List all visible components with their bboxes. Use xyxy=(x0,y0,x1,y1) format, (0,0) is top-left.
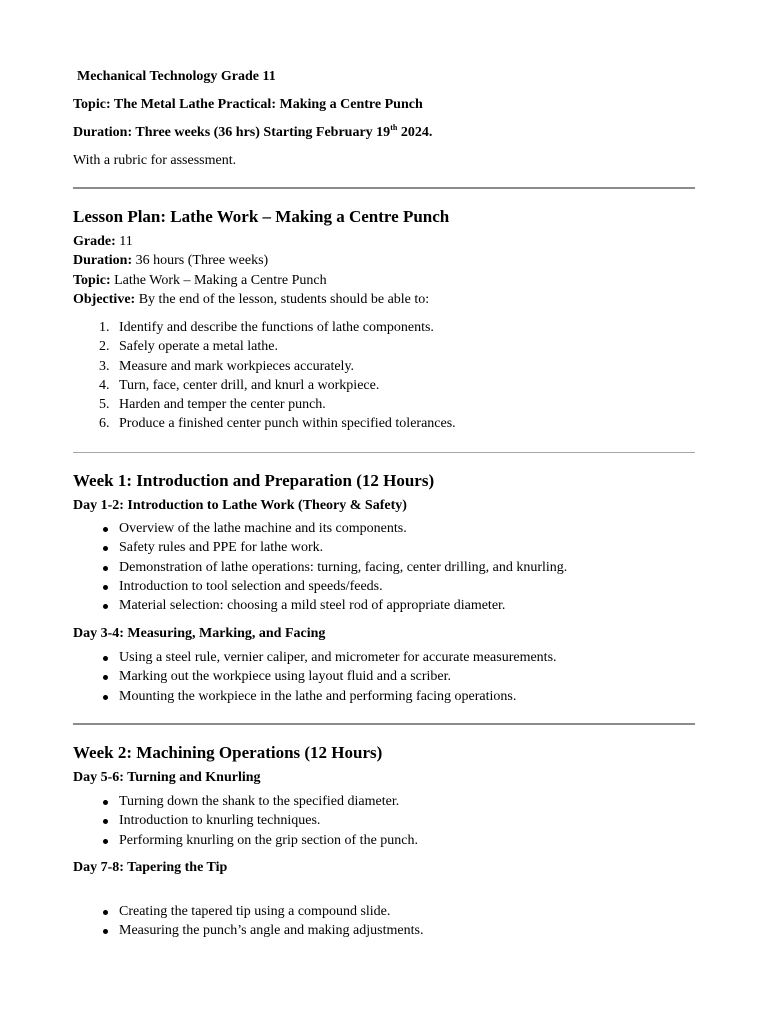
list-item-text: Measure and mark workpieces accurately. xyxy=(119,358,355,374)
list-item xyxy=(73,561,567,580)
week1-title: Week 1: Introduction and Preparation (12 Hours) xyxy=(73,471,435,490)
objective-line xyxy=(73,293,429,307)
day34-title: Day 3-4: Measuring, Marking, and Facing xyxy=(73,626,326,641)
list-item xyxy=(73,417,456,436)
list-item-text: Overview of the lathe machine and its components. xyxy=(119,521,407,536)
lesson-plan-title: Lesson Plan: Lathe Work – Making a Centre Punch xyxy=(73,207,450,226)
day34-list xyxy=(73,651,557,709)
list-item xyxy=(73,651,557,670)
bullet-icon xyxy=(103,546,108,551)
list-number: 2. xyxy=(99,339,110,355)
list-item xyxy=(73,379,456,398)
list-number: 4. xyxy=(99,377,110,393)
bullet-icon xyxy=(103,604,108,609)
week2-title: Week 2: Machining Operations (12 Hours) xyxy=(73,743,383,762)
bullet-icon xyxy=(103,527,108,532)
rubric-note: With a rubric for assessment. xyxy=(73,153,237,168)
duration-sup: th xyxy=(390,123,398,132)
list-number: 6. xyxy=(99,416,110,432)
topic-info-value: Lathe Work – Making a Centre Punch xyxy=(110,273,327,288)
duration-prefix: Duration: Three weeks (36 hrs) Starting February 19 xyxy=(73,125,391,140)
divider xyxy=(73,452,695,453)
topic-label: Topic xyxy=(73,97,106,112)
list-number: 5. xyxy=(99,397,110,413)
course-title: Mechanical Technology Grade 11 xyxy=(77,69,276,84)
day78-list xyxy=(73,905,423,944)
objective-label: Objective: xyxy=(73,292,136,307)
list-item xyxy=(73,599,567,618)
list-item-text: Harden and temper the center punch. xyxy=(119,397,326,413)
divider xyxy=(73,723,695,725)
day56-list xyxy=(73,795,418,853)
duration-info-line xyxy=(73,254,268,268)
list-item xyxy=(73,321,456,340)
list-item xyxy=(73,924,423,943)
duration-label: Duration: xyxy=(73,253,133,268)
list-item xyxy=(73,580,567,599)
list-item-text: Measuring the punch’s angle and making adjustments. xyxy=(119,923,424,939)
list-item-text: Demonstration of lathe operations: turning, facing, center drilling, and knurling. xyxy=(119,559,568,575)
objectives-list xyxy=(73,321,456,437)
list-item-text: Safety rules and PPE for lathe work. xyxy=(119,540,324,556)
list-item xyxy=(73,905,423,924)
bullet-icon xyxy=(103,566,108,571)
grade-label: Grade: xyxy=(73,234,116,249)
list-item xyxy=(73,340,456,359)
list-item-text: Identify and describe the functions of lathe components. xyxy=(119,320,434,335)
bullet-icon xyxy=(103,695,108,700)
grade-line xyxy=(73,235,133,249)
list-item-text: Safely operate a metal lathe. xyxy=(119,339,278,355)
list-item xyxy=(73,795,418,814)
list-number: 3. xyxy=(99,358,110,374)
day12-list xyxy=(73,522,567,618)
list-item-text: Introduction to knurling techniques. xyxy=(119,813,321,829)
topic-line xyxy=(73,98,423,112)
bullet-icon xyxy=(103,656,108,661)
list-item xyxy=(73,360,456,379)
bullet-icon xyxy=(103,800,108,805)
list-item xyxy=(73,690,557,709)
list-item xyxy=(73,398,456,417)
list-item-text: Produce a finished center punch within specified tolerances. xyxy=(119,416,456,432)
day12-title: Day 1-2: Introduction to Lathe Work (Theory & Safety) xyxy=(73,498,407,513)
divider xyxy=(73,187,695,189)
bullet-icon xyxy=(103,839,108,844)
topic-info-label: Topic: xyxy=(73,273,111,288)
bullet-icon xyxy=(103,929,108,934)
bullet-icon xyxy=(103,910,108,915)
list-item-text: Introduction to tool selection and speeds/feeds. xyxy=(119,578,383,594)
list-item xyxy=(73,522,567,541)
list-item-text: Creating the tapered tip using a compound slide. xyxy=(119,904,391,919)
bullet-icon xyxy=(103,675,108,680)
list-item-text: Performing knurling on the grip section of the punch. xyxy=(119,832,418,848)
list-item-text: Marking out the workpiece using layout fluid and a scriber. xyxy=(119,669,452,685)
list-item-text: Turning down the shank to the specified diameter. xyxy=(119,794,400,809)
bullet-icon xyxy=(103,819,108,824)
bullet-icon xyxy=(103,585,108,590)
list-item-text: Material selection: choosing a mild steel rod of appropriate diameter. xyxy=(119,598,506,614)
duration-suffix: 2024. xyxy=(397,125,433,140)
list-item xyxy=(73,834,418,853)
list-item xyxy=(73,814,418,833)
list-item-text: Mounting the workpiece in the lathe and performing facing operations. xyxy=(119,688,517,704)
duration-line xyxy=(73,123,433,140)
topic-text: : The Metal Lathe Practical: Making a Centre Punch xyxy=(105,97,423,112)
list-item-text: Using a steel rule, vernier caliper, and micrometer for accurate measurements. xyxy=(119,650,557,665)
list-item xyxy=(73,541,567,560)
list-item-text: Turn, face, center drill, and knurl a workpiece. xyxy=(119,377,380,393)
objective-value: By the end of the lesson, students should be able to: xyxy=(135,292,430,307)
day78-title: Day 7-8: Tapering the Tip xyxy=(73,860,228,875)
topic-info-line xyxy=(73,274,327,288)
list-item xyxy=(73,670,557,689)
day56-title: Day 5-6: Turning and Knurling xyxy=(73,770,261,785)
grade-value: 11 xyxy=(115,234,133,249)
duration-value: 36 hours (Three weeks) xyxy=(132,253,269,268)
list-number: 1. xyxy=(99,320,110,335)
